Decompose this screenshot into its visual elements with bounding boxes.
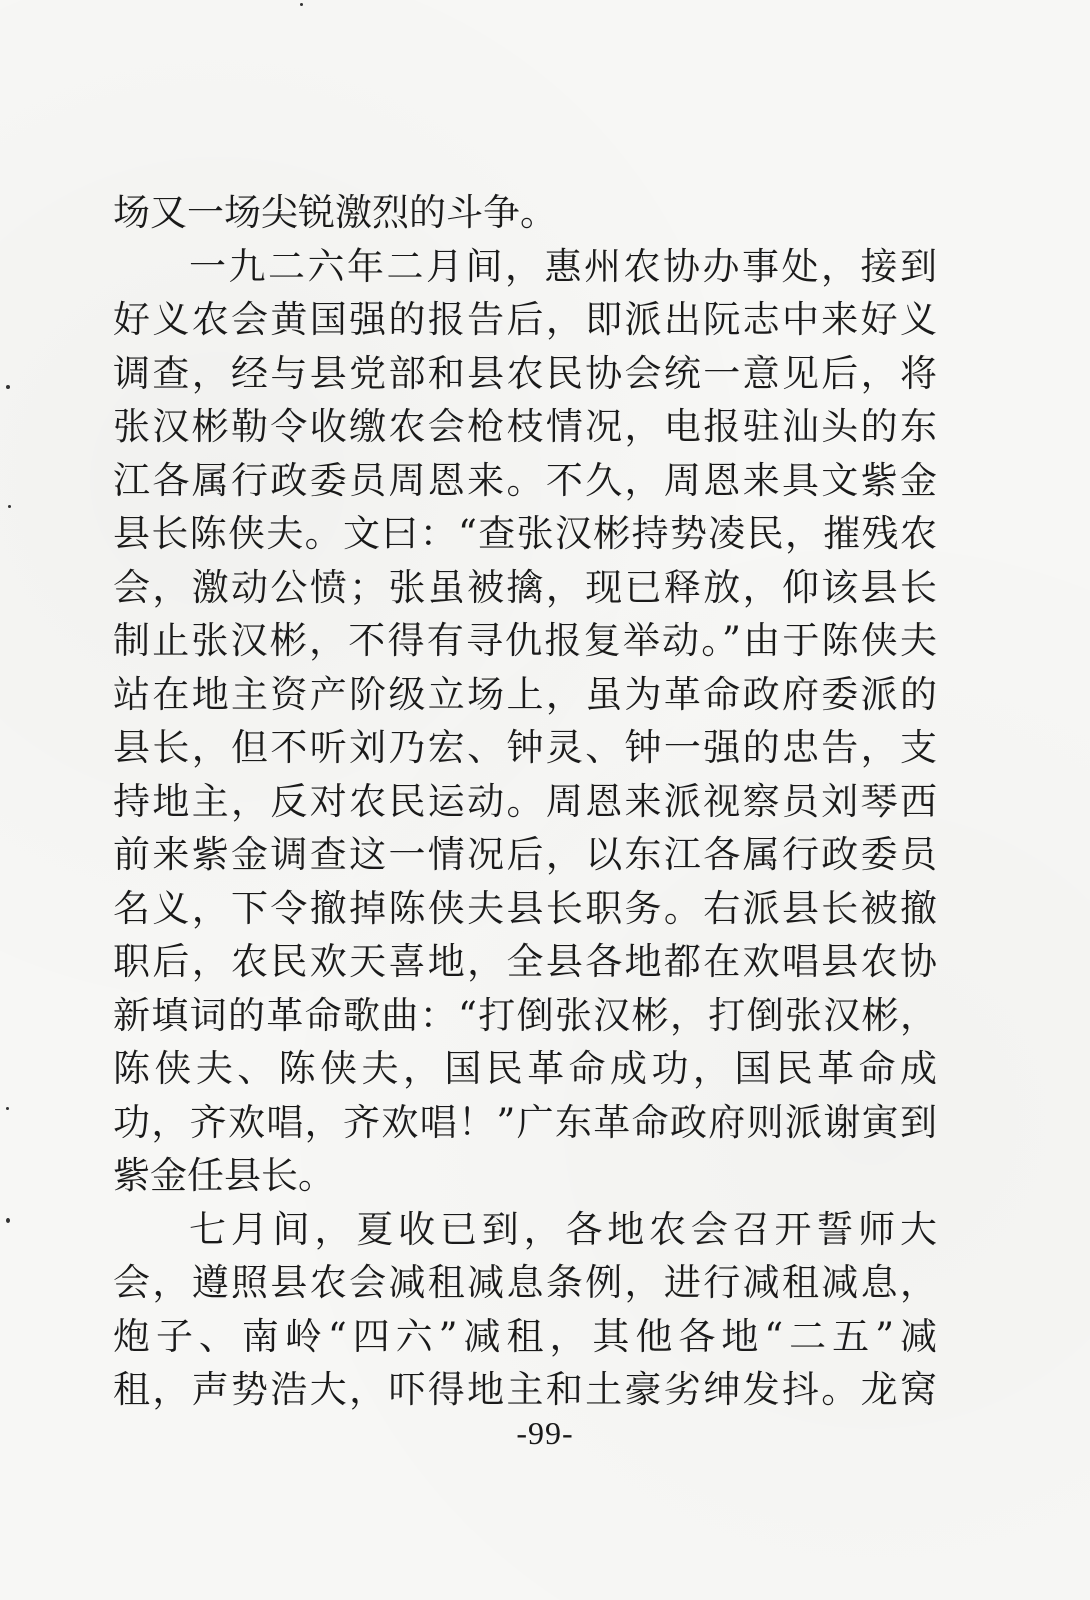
scan-speck	[6, 1107, 9, 1110]
text-line: 持地主，反对农民运动。周恩来派视察员刘琴西	[113, 779, 937, 823]
scan-speck	[300, 3, 303, 6]
text-line: 调查，经与县党部和县农民协会统一意见后，将	[113, 351, 937, 395]
text-line: 前来紫金调查这一情况后，以东江各属行政委员	[113, 833, 937, 876]
text-line: 会，激动公愤；张虽被擒，现已释放，仰该县长	[113, 565, 937, 609]
text-line: 新填词的革命歌曲：“打倒张汉彬，打倒张汉彬，	[113, 993, 937, 1037]
text-line: 站在地主资产阶级立场上，虽为革命政府委派的	[113, 672, 937, 716]
text-line: 江各属行政委员周恩来。不久，周恩来具文紫金	[113, 458, 937, 502]
text-line: 陈侠夫、陈侠夫，国民革命成功，国民革命成	[113, 1047, 937, 1090]
text-line: 会，遵照县农会减租减息条例，进行减租减息，	[113, 1261, 937, 1304]
text-line: 职后，农民欢天喜地，全县各地都在欢唱县农协	[113, 940, 937, 983]
text-line: 租，声势浩大，吓得地主和土豪劣绅发抖。龙窝	[113, 1368, 937, 1411]
text-line: 张汉彬勒令收缴农会枪枝情况，电报驻汕头的东	[113, 405, 937, 448]
text-line: 功，齐欢唱，齐欢唱！”广东革命政府则派谢寅到	[113, 1100, 937, 1144]
text-line: 场又一场尖锐激烈的斗争。	[113, 191, 557, 234]
text-line: 名义，下令撤掉陈侠夫县长职务。右派县长被撤	[113, 886, 937, 930]
page-number: -99-	[516, 1415, 574, 1451]
scan-speck	[8, 505, 11, 508]
text-line: 炮子、南岭“四六”减租，其他各地“二五”减	[113, 1314, 937, 1358]
scan-speck	[6, 1218, 10, 1223]
text-line: 县长，但不听刘乃宏、钟灵、钟一强的忠告，支	[113, 726, 937, 769]
text-line: 好义农会黄国强的报告后，即派出阮志中来好义	[113, 298, 937, 341]
body-text	[113, 186, 937, 1417]
text-line: 县长陈侠夫。文曰：“查张汉彬持势凌民，摧残农	[113, 512, 937, 555]
text-line: 一九二六年二月间，惠州农协办事处，接到	[189, 244, 937, 288]
scan-speck	[6, 385, 10, 389]
text-line: 制止张汉彬，不得有寻仇报复举动。”由于陈侠夫	[113, 619, 937, 662]
text-line: 七月间，夏收已到，各地农会召开誓师大	[189, 1207, 937, 1251]
text-line: 紫金任县长。	[113, 1154, 335, 1197]
